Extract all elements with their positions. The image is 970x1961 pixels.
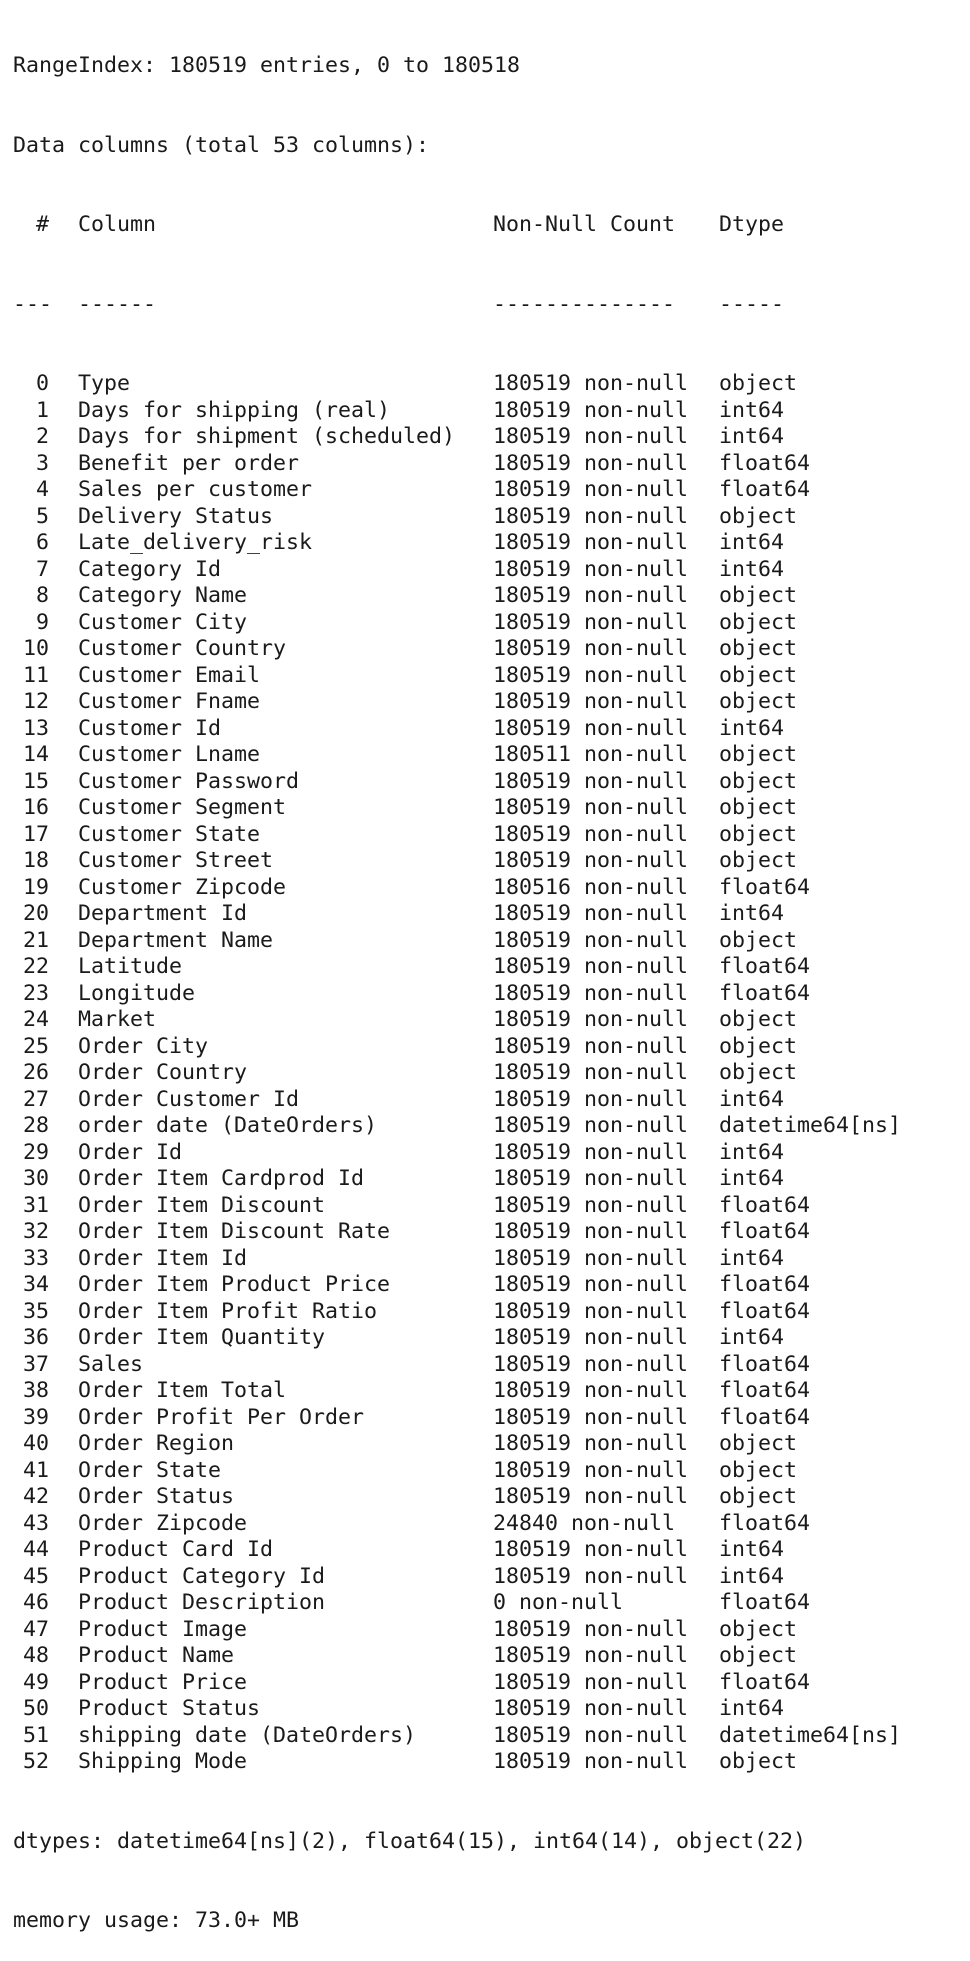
row-index: 18 [22, 848, 49, 873]
table-row [13, 1484, 901, 1511]
row-column-name: Order Customer Id [78, 1086, 300, 1112]
row-column-name: Customer Zipcode [78, 874, 287, 900]
row-column-name: Shipping Mode [78, 1749, 248, 1774]
row-column-name: Customer Country [78, 636, 287, 661]
row-non-null-count: 180519 non-null [493, 1431, 689, 1456]
table-row [13, 954, 901, 981]
row-dtype: object [719, 636, 798, 661]
row-non-null-count: 180519 non-null [493, 848, 689, 873]
row-column-name: Order Region [78, 1431, 235, 1456]
row-non-null-count: 180519 non-null [493, 1033, 689, 1059]
table-row [13, 1060, 901, 1087]
row-non-null-count: 180519 non-null [493, 715, 689, 741]
row-index: 17 [22, 821, 49, 847]
row-column-name: Customer Segment [78, 795, 287, 820]
row-dtype: object [719, 795, 798, 820]
row-non-null-count: 180511 non-null [493, 742, 689, 767]
row-dtype: float64 [719, 1351, 811, 1377]
table-row [13, 1431, 901, 1458]
row-column-name: Order Item Cardprod Id [78, 1166, 365, 1191]
row-dtype: float64 [719, 1669, 811, 1695]
row-dtype: int64 [719, 556, 785, 582]
table-row [13, 1405, 901, 1432]
row-non-null-count: 180519 non-null [493, 503, 689, 529]
row-index: 22 [22, 954, 49, 979]
row-column-name: Customer Street [78, 848, 274, 873]
row-dtype: object [719, 1060, 798, 1085]
table-row [13, 1034, 901, 1061]
row-non-null-count: 180519 non-null [493, 1643, 689, 1668]
table-header [13, 212, 901, 239]
row-column-name: Order Status [78, 1484, 235, 1509]
table-row [13, 1219, 901, 1246]
table-row [13, 1246, 901, 1273]
row-dtype: int64 [719, 424, 785, 449]
row-dtype: float64 [719, 1590, 811, 1615]
row-non-null-count: 180519 non-null [493, 1086, 689, 1112]
table-row [13, 477, 901, 504]
row-index: 38 [22, 1378, 49, 1403]
table-row [13, 557, 901, 584]
row-non-null-count: 180519 non-null [493, 980, 689, 1006]
row-non-null-count: 180519 non-null [493, 1669, 689, 1695]
row-dtype: datetime64[ns] [719, 1113, 902, 1138]
row-index: 11 [22, 662, 49, 688]
row-dtype: float64 [719, 1272, 811, 1297]
row-non-null-count: 180519 non-null [493, 1245, 689, 1271]
row-non-null-count: 180519 non-null [493, 795, 689, 820]
row-index: 12 [22, 689, 49, 714]
row-dtype: object [719, 1033, 798, 1059]
table-separator [13, 292, 901, 319]
row-dtype: object [719, 583, 798, 608]
row-non-null-count: 180519 non-null [493, 1404, 689, 1430]
row-index: 21 [22, 927, 49, 953]
row-index: 19 [22, 874, 49, 900]
row-dtype: float64 [719, 954, 811, 979]
row-dtype: int64 [719, 1563, 785, 1589]
row-column-name: order date (DateOrders) [78, 1113, 378, 1138]
row-index: 50 [22, 1696, 49, 1721]
row-index: 0 [35, 371, 49, 396]
row-index: 1 [35, 397, 49, 423]
row-dtype: int64 [719, 901, 785, 926]
row-index: 41 [22, 1457, 49, 1483]
table-row [13, 424, 901, 451]
table-row [13, 1537, 901, 1564]
row-index: 14 [22, 742, 49, 767]
row-non-null-count: 180519 non-null [493, 1563, 689, 1589]
row-index: 39 [22, 1404, 49, 1430]
row-non-null-count: 180519 non-null [493, 927, 689, 953]
table-row [13, 1590, 901, 1617]
row-index: 4 [35, 477, 49, 502]
row-dtype: float64 [719, 477, 811, 502]
table-row [13, 1352, 901, 1379]
row-index: 7 [35, 556, 49, 582]
row-index: 43 [22, 1510, 49, 1536]
row-dtype: object [719, 1007, 798, 1032]
row-column-name: Order Country [78, 1060, 248, 1085]
dtypes-summary-line: dtypes: datetime64[ns](2), float64(15), int64(14), object(22) [13, 1828, 807, 1854]
table-row [13, 636, 901, 663]
row-column-name: Customer Fname [78, 689, 261, 714]
row-dtype: object [719, 689, 798, 714]
table-row [13, 583, 901, 610]
table-row [13, 1458, 901, 1485]
row-dtype: object [719, 503, 798, 529]
row-non-null-count: 180519 non-null [493, 1113, 689, 1138]
row-dtype: object [719, 1749, 798, 1774]
row-column-name: Customer City [78, 609, 248, 635]
table-row [13, 795, 901, 822]
dataframe-info-output [13, 0, 901, 1961]
row-non-null-count: 180519 non-null [493, 901, 689, 926]
row-column-name: Order City [78, 1033, 209, 1059]
table-row [13, 398, 901, 425]
table-row [13, 1723, 901, 1750]
row-column-name: Longitude [78, 980, 196, 1006]
row-dtype: int64 [719, 1086, 785, 1112]
row-column-name: Customer Password [78, 768, 300, 794]
row-dtype: object [719, 609, 798, 635]
row-index: 26 [22, 1060, 49, 1085]
row-non-null-count: 180519 non-null [493, 1139, 689, 1165]
row-column-name: Benefit per order [78, 450, 300, 476]
column-rows [13, 371, 901, 1776]
row-column-name: Order Item Id [78, 1245, 248, 1271]
row-dtype: float64 [719, 1378, 811, 1403]
row-index: 9 [35, 609, 49, 635]
table-row [13, 1325, 901, 1352]
row-index: 20 [22, 901, 49, 926]
row-non-null-count: 180519 non-null [493, 583, 689, 608]
row-column-name: Order Item Profit Ratio [78, 1298, 378, 1324]
row-non-null-count: 180519 non-null [493, 1722, 689, 1748]
row-dtype: object [719, 742, 798, 767]
row-index: 6 [35, 530, 49, 555]
table-row [13, 1113, 901, 1140]
row-column-name: Product Image [78, 1616, 248, 1642]
separator-count: -------------- [493, 291, 676, 317]
row-column-name: Sales per customer [78, 477, 313, 502]
row-index: 45 [22, 1563, 49, 1589]
row-dtype: float64 [719, 1404, 811, 1430]
row-index: 37 [22, 1351, 49, 1377]
row-column-name: Product Category Id [78, 1563, 326, 1589]
table-row [13, 822, 901, 849]
table-row [13, 1166, 901, 1193]
row-non-null-count: 180519 non-null [493, 477, 689, 502]
row-non-null-count: 180519 non-null [493, 1749, 689, 1774]
row-non-null-count: 180519 non-null [493, 1537, 689, 1562]
row-dtype: float64 [719, 450, 811, 476]
row-column-name: Order Id [78, 1139, 183, 1165]
row-index: 36 [22, 1325, 49, 1350]
row-dtype: datetime64[ns] [719, 1722, 902, 1748]
row-column-name: Product Name [78, 1643, 235, 1668]
table-row [13, 1511, 901, 1538]
row-dtype: int64 [719, 1139, 785, 1165]
row-column-name: Delivery Status [78, 503, 274, 529]
row-non-null-count: 180519 non-null [493, 1219, 689, 1244]
row-index: 48 [22, 1643, 49, 1668]
row-non-null-count: 180519 non-null [493, 1351, 689, 1377]
row-non-null-count: 180519 non-null [493, 1484, 689, 1509]
header-count-label: Non-Null Count [493, 212, 676, 237]
row-column-name: Days for shipment (scheduled) [78, 424, 456, 449]
row-column-name: Days for shipping (real) [78, 397, 391, 423]
row-dtype: int64 [719, 715, 785, 741]
row-dtype: object [719, 927, 798, 953]
row-column-name: Product Description [78, 1590, 326, 1615]
row-index: 46 [22, 1590, 49, 1615]
table-row [13, 1087, 901, 1114]
row-index: 31 [22, 1192, 49, 1218]
row-non-null-count: 180519 non-null [493, 556, 689, 582]
row-dtype: object [719, 1431, 798, 1456]
row-non-null-count: 24840 non-null [493, 1510, 676, 1536]
row-dtype: object [719, 662, 798, 688]
row-index: 34 [22, 1272, 49, 1297]
row-column-name: Customer Email [78, 662, 261, 688]
table-row [13, 928, 901, 955]
table-row [13, 610, 901, 637]
row-column-name: Order Item Total [78, 1378, 287, 1403]
row-non-null-count: 180516 non-null [493, 874, 689, 900]
row-non-null-count: 0 non-null [493, 1590, 624, 1615]
row-column-name: Market [78, 1007, 157, 1032]
table-row [13, 1670, 901, 1697]
row-index: 32 [22, 1219, 49, 1244]
separator-dtype: ----- [719, 291, 785, 317]
row-non-null-count: 180519 non-null [493, 1166, 689, 1191]
table-row [13, 371, 901, 398]
row-dtype: int64 [719, 1537, 785, 1562]
row-dtype: object [719, 821, 798, 847]
table-row [13, 1193, 901, 1220]
row-non-null-count: 180519 non-null [493, 636, 689, 661]
row-column-name: Sales [78, 1351, 144, 1377]
row-index: 40 [22, 1431, 49, 1456]
header-index-label: # [35, 212, 49, 237]
table-row [13, 1643, 901, 1670]
row-column-name: shipping date (DateOrders) [78, 1722, 417, 1748]
row-dtype: float64 [719, 1219, 811, 1244]
row-dtype: object [719, 371, 798, 396]
header-dtype-label: Dtype [719, 212, 785, 237]
table-row [13, 663, 901, 690]
row-index: 2 [35, 424, 49, 449]
row-non-null-count: 180519 non-null [493, 768, 689, 794]
row-index: 52 [22, 1749, 49, 1774]
table-row [13, 1378, 901, 1405]
row-non-null-count: 180519 non-null [493, 424, 689, 449]
row-non-null-count: 180519 non-null [493, 609, 689, 635]
table-row [13, 716, 901, 743]
row-index: 42 [22, 1484, 49, 1509]
separator-column: ------ [78, 291, 157, 317]
row-column-name: Order Item Product Price [78, 1272, 391, 1297]
row-column-name: Product Card Id [78, 1537, 274, 1562]
row-index: 44 [22, 1537, 49, 1562]
row-non-null-count: 180519 non-null [493, 1192, 689, 1218]
row-dtype: int64 [719, 1696, 785, 1721]
row-index: 47 [22, 1616, 49, 1642]
row-dtype: float64 [719, 1298, 811, 1324]
row-index: 13 [22, 715, 49, 741]
table-row [13, 901, 901, 928]
row-non-null-count: 180519 non-null [493, 450, 689, 476]
row-index: 8 [35, 583, 49, 608]
table-row [13, 1696, 901, 1723]
row-index: 30 [22, 1166, 49, 1191]
row-column-name: Customer State [78, 821, 261, 847]
row-non-null-count: 180519 non-null [493, 1060, 689, 1085]
row-non-null-count: 180519 non-null [493, 1007, 689, 1032]
row-index: 28 [22, 1113, 49, 1138]
row-dtype: int64 [719, 1245, 785, 1271]
row-non-null-count: 180519 non-null [493, 1378, 689, 1403]
row-non-null-count: 180519 non-null [493, 1272, 689, 1297]
row-column-name: Product Status [78, 1696, 261, 1721]
row-column-name: Type [78, 371, 131, 396]
row-non-null-count: 180519 non-null [493, 371, 689, 396]
table-row [13, 451, 901, 478]
row-non-null-count: 180519 non-null [493, 1457, 689, 1483]
row-index: 51 [22, 1722, 49, 1748]
row-index: 23 [22, 980, 49, 1006]
row-column-name: Customer Lname [78, 742, 261, 767]
separator-index: --- [13, 291, 53, 317]
row-dtype: object [719, 1484, 798, 1509]
row-dtype: object [719, 768, 798, 794]
row-non-null-count: 180519 non-null [493, 530, 689, 555]
row-dtype: object [719, 1643, 798, 1668]
header-column-label: Column [78, 212, 157, 237]
row-non-null-count: 180519 non-null [493, 954, 689, 979]
table-row [13, 1272, 901, 1299]
row-index: 33 [22, 1245, 49, 1271]
row-non-null-count: 180519 non-null [493, 689, 689, 714]
row-index: 10 [22, 636, 49, 661]
row-index: 49 [22, 1669, 49, 1695]
row-dtype: float64 [719, 1192, 811, 1218]
table-row [13, 742, 901, 769]
table-row [13, 1140, 901, 1167]
table-row [13, 504, 901, 531]
table-row [13, 1007, 901, 1034]
row-column-name: Order Zipcode [78, 1510, 248, 1536]
row-column-name: Department Name [78, 927, 274, 953]
row-index: 3 [35, 450, 49, 476]
row-column-name: Order Item Quantity [78, 1325, 326, 1350]
row-column-name: Category Id [78, 556, 222, 582]
row-column-name: Order Item Discount Rate [78, 1219, 391, 1244]
table-row [13, 1749, 901, 1776]
row-dtype: int64 [719, 1166, 785, 1191]
row-dtype: object [719, 848, 798, 873]
row-column-name: Product Price [78, 1669, 248, 1695]
table-row [13, 875, 901, 902]
table-row [13, 1617, 901, 1644]
table-row [13, 530, 901, 557]
row-column-name: Latitude [78, 954, 183, 979]
row-column-name: Department Id [78, 901, 248, 926]
row-dtype: object [719, 1457, 798, 1483]
row-column-name: Order Item Discount [78, 1192, 326, 1218]
row-index: 27 [22, 1086, 49, 1112]
row-column-name: Late_delivery_risk [78, 530, 313, 555]
table-row [13, 689, 901, 716]
memory-usage-line: memory usage: 73.0+ MB [13, 1908, 300, 1933]
row-dtype: object [719, 1616, 798, 1642]
row-non-null-count: 180519 non-null [493, 1696, 689, 1721]
row-index: 16 [22, 795, 49, 820]
row-non-null-count: 180519 non-null [493, 1325, 689, 1350]
row-dtype: float64 [719, 980, 811, 1006]
row-column-name: Customer Id [78, 715, 222, 741]
table-row [13, 1564, 901, 1591]
row-index: 35 [22, 1298, 49, 1324]
row-index: 24 [22, 1007, 49, 1032]
table-row [13, 981, 901, 1008]
range-index-line: RangeIndex: 180519 entries, 0 to 180518 [13, 53, 521, 78]
row-index: 25 [22, 1033, 49, 1059]
row-dtype: float64 [719, 1510, 811, 1536]
table-row [13, 769, 901, 796]
row-column-name: Category Name [78, 583, 248, 608]
row-dtype: int64 [719, 1325, 785, 1350]
row-index: 15 [22, 768, 49, 794]
row-index: 5 [35, 503, 49, 529]
data-columns-line: Data columns (total 53 columns): [13, 132, 430, 158]
table-row [13, 848, 901, 875]
row-non-null-count: 180519 non-null [493, 1616, 689, 1642]
row-column-name: Order State [78, 1457, 222, 1483]
row-non-null-count: 180519 non-null [493, 1298, 689, 1324]
row-index: 29 [22, 1139, 49, 1165]
row-non-null-count: 180519 non-null [493, 662, 689, 688]
row-non-null-count: 180519 non-null [493, 397, 689, 423]
row-column-name: Order Profit Per Order [78, 1404, 365, 1430]
row-dtype: float64 [719, 874, 811, 900]
row-dtype: int64 [719, 530, 785, 555]
row-non-null-count: 180519 non-null [493, 821, 689, 847]
table-row [13, 1299, 901, 1326]
row-dtype: int64 [719, 397, 785, 423]
